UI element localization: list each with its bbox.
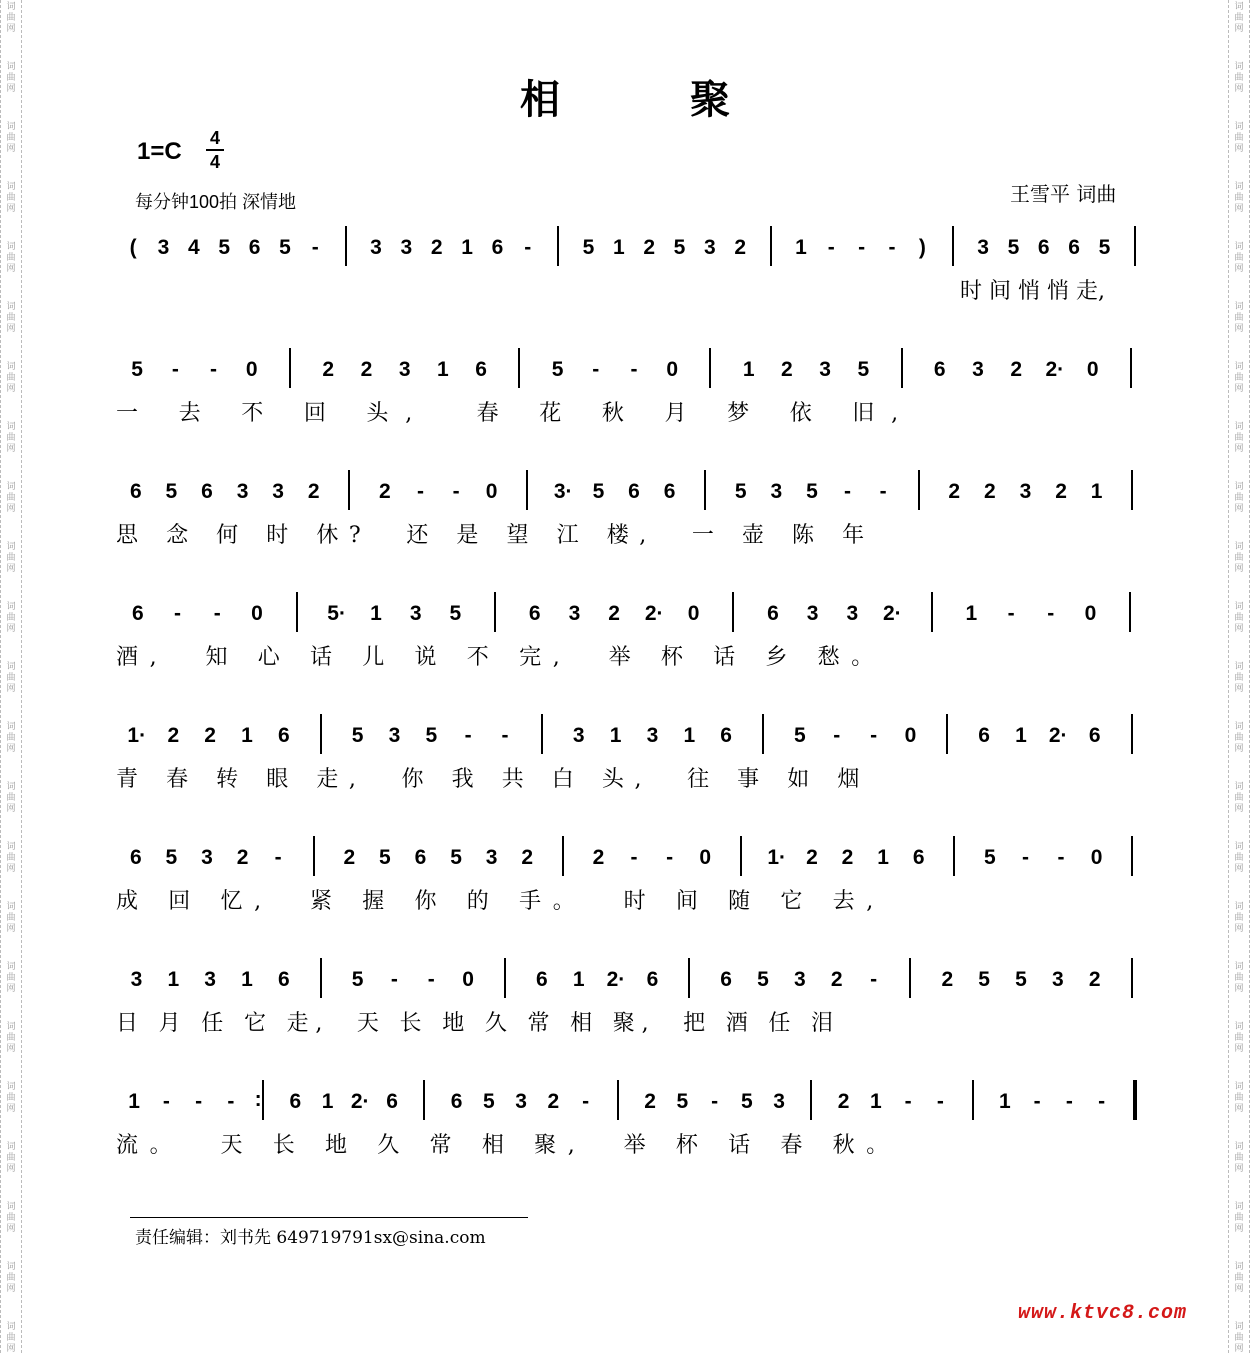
note: 2: [1055, 480, 1067, 503]
note: 6: [1088, 724, 1101, 747]
watermark-mark: 词 曲 网: [1234, 122, 1244, 154]
note: 0: [687, 602, 700, 625]
note: 2: [830, 968, 843, 991]
note: -: [213, 602, 221, 625]
watermark-mark: 词 曲 网: [6, 1202, 16, 1234]
note: 5·: [327, 602, 346, 625]
lyric-text: 酒, 知 心 话 儿 说 不 完, 举 杯 话 乡 愁。: [116, 645, 885, 670]
note: -: [630, 358, 638, 381]
note: -: [833, 724, 841, 747]
bar-line: [345, 226, 347, 266]
note: -: [666, 846, 674, 869]
footer-divider: [130, 1217, 528, 1218]
lyric-text: 思 念 何 时 休? 还 是 望 江 楼, 一 壶 陈 年: [116, 523, 875, 548]
note: 2: [322, 358, 335, 381]
time-signature: [206, 128, 224, 172]
note: 6: [933, 358, 946, 381]
note: 5: [592, 480, 605, 503]
note: 6: [978, 724, 990, 747]
note: -: [195, 1090, 203, 1113]
note: 3: [157, 236, 170, 259]
note: 2: [643, 236, 656, 259]
note: 1: [128, 1090, 140, 1113]
note: 5: [1098, 236, 1111, 259]
note: 2: [343, 846, 356, 869]
note: 0: [245, 358, 258, 381]
note: 2: [521, 846, 534, 869]
editor-credit: 责任编辑：刘书先 649719791sx@sina.com: [135, 1228, 486, 1248]
watermark-mark: 词 曲 网: [6, 662, 16, 694]
note: 1: [612, 236, 625, 259]
watermark-mark: 词 曲 网: [6, 62, 16, 94]
watermark-mark: 词 曲 网: [6, 242, 16, 274]
bar-line: [1133, 1080, 1137, 1120]
note: 3: [773, 1090, 785, 1113]
watermark-mark: 词 曲 网: [1234, 2, 1244, 34]
bar-line: [1131, 958, 1133, 998]
note: 6: [248, 236, 261, 259]
note: 6: [386, 1090, 398, 1113]
watermark-mark: 词 曲 网: [1234, 1022, 1244, 1054]
bar-line: [541, 714, 543, 754]
watermark-mark: 词 曲 网: [6, 362, 16, 394]
note: -: [274, 846, 282, 869]
note: 5: [978, 968, 990, 991]
bar-line: [562, 836, 564, 876]
note: 1: [241, 724, 253, 747]
bar-line: [946, 714, 948, 754]
note: 1: [742, 358, 755, 381]
note: 2: [948, 480, 961, 503]
note: 0: [1090, 846, 1103, 869]
note: -: [1007, 602, 1015, 625]
note: 6: [720, 724, 732, 747]
note: 5: [673, 236, 686, 259]
note: -: [227, 1090, 235, 1113]
note: -: [427, 968, 435, 991]
lyric-text: 日 月 任 它 走, 天 长 地 久 常 相 聚, 把 酒 任 泪: [116, 1011, 840, 1036]
note: 1: [321, 1090, 334, 1113]
time-signature-bottom: 4: [209, 152, 220, 172]
note: 2: [984, 480, 996, 503]
bar-line: [1131, 836, 1133, 876]
watermark-mark: 词 曲 网: [1234, 902, 1244, 934]
watermark-mark: 词 曲 网: [1234, 482, 1244, 514]
note: -: [844, 480, 852, 503]
note: 3: [409, 602, 422, 625]
bar-line: [296, 592, 298, 632]
bar-line: [504, 958, 506, 998]
note: 2: [1010, 358, 1023, 381]
note: 1: [167, 968, 180, 991]
note: 2·: [1045, 358, 1065, 381]
note: 6: [491, 236, 504, 259]
note: 1: [370, 602, 382, 625]
note: 2: [167, 724, 180, 747]
note: 3: [977, 236, 989, 259]
note: 1: [870, 1090, 882, 1113]
time-signature-top: 4: [209, 128, 220, 148]
watermark-mark: 词 曲 网: [6, 902, 16, 934]
bar-line: [1129, 592, 1131, 632]
note: 2: [236, 846, 249, 869]
note: 5: [551, 358, 564, 381]
tempo-marking: 每分钟100拍 深情地: [135, 192, 297, 212]
note: 2: [941, 968, 954, 991]
note: -: [311, 236, 319, 259]
bar-line: [972, 1080, 974, 1120]
note: 1: [609, 724, 622, 747]
note: 5: [450, 846, 462, 869]
note: 1: [999, 1090, 1011, 1113]
note: -: [524, 236, 532, 259]
note: 1: [683, 724, 696, 747]
note: 3: [572, 724, 585, 747]
note: -: [870, 724, 878, 747]
note: 0: [462, 968, 474, 991]
bar-line: [952, 226, 954, 266]
author-credit: 王雪平 词曲: [1010, 182, 1117, 206]
note: 3: [400, 236, 413, 259]
note: 5: [676, 1090, 689, 1113]
note: 5: [794, 724, 806, 747]
note: 6: [628, 480, 640, 503]
note: 6: [278, 968, 290, 991]
note: 6: [912, 846, 925, 869]
note: -: [879, 480, 887, 503]
note: -: [858, 236, 866, 259]
note: 2: [781, 358, 793, 381]
note: 3·: [553, 480, 573, 503]
note: 3: [806, 602, 819, 625]
note: 3: [515, 1090, 527, 1113]
note: 2·: [644, 602, 664, 625]
note: -: [210, 358, 218, 381]
note: -: [171, 358, 179, 381]
note: 2: [379, 480, 391, 503]
note: 1: [1090, 480, 1103, 503]
bar-line: [320, 714, 322, 754]
bar-line: [518, 348, 520, 388]
note: 5: [351, 968, 364, 991]
note: 6: [129, 846, 142, 869]
note: 6: [646, 968, 659, 991]
note: 5: [483, 1090, 495, 1113]
note: 5: [734, 480, 747, 503]
note: 3: [201, 846, 213, 869]
note: 0: [904, 724, 917, 747]
right-watermark-strip: [1228, 0, 1250, 1353]
note: 6: [720, 968, 732, 991]
watermark-mark: 词 曲 网: [6, 1322, 16, 1354]
watermark-mark: 词 曲 网: [6, 1022, 16, 1054]
note: 6: [1068, 236, 1080, 259]
note: 2: [360, 358, 373, 381]
note: 3: [388, 724, 401, 747]
watermark-mark: 词 曲 网: [1234, 782, 1244, 814]
note: -: [827, 236, 835, 259]
bar-line: [770, 226, 772, 266]
note: 2: [837, 1090, 850, 1113]
watermark-mark: 词 曲 网: [6, 1262, 16, 1294]
watermark-mark: 词 曲 网: [6, 542, 16, 574]
bar-line: [1130, 348, 1132, 388]
watermark-mark: 词 曲 网: [1234, 182, 1244, 214]
note: 0: [251, 602, 263, 625]
watermark-mark: 词 曲 网: [1234, 1082, 1244, 1114]
note: 5: [582, 236, 595, 259]
lyric-text: 成 回 忆, 紧 握 你 的 手。 时 间 随 它 去,: [116, 889, 885, 914]
note: -: [464, 724, 472, 747]
bar-line: [953, 836, 955, 876]
note: 5: [857, 358, 870, 381]
note: -: [711, 1090, 719, 1113]
note: 1: [877, 846, 889, 869]
note: -: [174, 602, 182, 625]
watermark-mark: 词 曲 网: [1234, 62, 1244, 94]
note: 5: [757, 968, 769, 991]
note: 5: [1015, 968, 1027, 991]
note: 5: [351, 724, 364, 747]
note: 6: [278, 724, 290, 747]
note: 3: [1019, 480, 1032, 503]
note: 3: [794, 968, 806, 991]
bar-line: [526, 470, 528, 510]
note: 3: [1052, 968, 1064, 991]
bar-line: [1131, 714, 1133, 754]
note: 5: [984, 846, 996, 869]
note: -: [1047, 602, 1055, 625]
note: 5: [425, 724, 438, 747]
note: 2·: [883, 602, 902, 625]
note: -: [582, 1090, 590, 1113]
note: 6: [536, 968, 548, 991]
bar-line: [423, 1080, 425, 1120]
watermark-mark: 词 曲 网: [6, 602, 16, 634]
note: 5: [165, 846, 178, 869]
bar-line: [909, 958, 911, 998]
watermark-mark: 词 曲 网: [1234, 1262, 1244, 1294]
bar-line: [557, 226, 559, 266]
note: -: [1098, 1090, 1106, 1113]
watermark-mark: 词 曲 网: [6, 302, 16, 334]
note: 6: [1037, 236, 1050, 259]
bar-line: [1131, 470, 1133, 510]
bar-line: [348, 470, 350, 510]
note: 0: [1084, 602, 1097, 625]
note: 1·: [767, 846, 787, 869]
bar-line: [320, 958, 322, 998]
watermark-mark: 词 曲 网: [1234, 1202, 1244, 1234]
note: 6: [201, 480, 213, 503]
note: 5: [806, 480, 818, 503]
bar-line: [617, 1080, 619, 1120]
note: 2: [1088, 968, 1101, 991]
watermark-mark: 词 曲 网: [1234, 362, 1244, 394]
note: 6: [475, 358, 487, 381]
watermark-mark: 词 曲 网: [6, 722, 16, 754]
bar-line: [740, 836, 742, 876]
note: 5: [1007, 236, 1020, 259]
note: 0: [1086, 358, 1099, 381]
note: -: [1057, 846, 1065, 869]
note: 4: [188, 236, 200, 259]
watermark-mark: 词 曲 网: [1234, 1322, 1244, 1354]
note: 3: [646, 724, 659, 747]
note: 3: [704, 236, 716, 259]
note: 1: [437, 358, 449, 381]
lyric-text: 流。 天 长 地 久 常 相 聚, 举 杯 话 春 秋。: [116, 1133, 900, 1158]
note: -: [1065, 1090, 1073, 1113]
watermark-mark: 词 曲 网: [6, 962, 16, 994]
note: 5: [165, 480, 178, 503]
note: -: [888, 236, 896, 259]
watermark-mark: 词 曲 网: [1234, 1142, 1244, 1174]
note: -: [501, 724, 509, 747]
lyric-text: 时 间 悄 悄 走,: [960, 279, 1105, 304]
note: 3: [204, 968, 216, 991]
bar-line: [313, 836, 315, 876]
note: 2: [592, 846, 605, 869]
note: 5: [131, 358, 143, 381]
note: -: [630, 846, 638, 869]
note: -: [1021, 846, 1029, 869]
note: 1: [965, 602, 978, 625]
note: 1·: [127, 724, 147, 747]
note: 6: [132, 602, 144, 625]
watermark-mark: 词 曲 网: [6, 1142, 16, 1174]
watermark-mark: 词 曲 网: [6, 2, 16, 34]
note: 3: [819, 358, 831, 381]
note: -: [162, 1090, 170, 1113]
note: 3: [130, 968, 143, 991]
note: 6: [129, 480, 142, 503]
note: 3: [770, 480, 783, 503]
key-signature: 1=C: [137, 138, 182, 165]
watermark-mark: 词 曲 网: [6, 842, 16, 874]
note: 1: [795, 236, 807, 259]
watermark-mark: 词 曲 网: [6, 182, 16, 214]
watermark-mark: 词 曲 网: [1234, 422, 1244, 454]
note: 5: [218, 236, 231, 259]
watermark-mark: 词 曲 网: [1234, 662, 1244, 694]
note: 6: [289, 1090, 302, 1113]
note: 6: [450, 1090, 463, 1113]
note: 2·: [606, 968, 626, 991]
bar-line: [494, 592, 496, 632]
note: 2: [307, 480, 320, 503]
bar-line: [762, 714, 764, 754]
lyric-text: 一 去 不 回 头, 春 花 秋 月 梦 依 旧,: [116, 401, 915, 426]
note: 5: [449, 602, 462, 625]
bar-line: [704, 470, 706, 510]
note: 0: [485, 480, 498, 503]
watermark-mark: 词 曲 网: [6, 1082, 16, 1114]
note: 2: [608, 602, 620, 625]
watermark-mark: 词 曲 网: [6, 482, 16, 514]
note: 2·: [1048, 724, 1068, 747]
note: 3: [398, 358, 411, 381]
watermark-mark: 词 曲 网: [1234, 302, 1244, 334]
note: 1: [241, 968, 253, 991]
note: -: [452, 480, 460, 503]
note: 0: [699, 846, 712, 869]
note: -: [904, 1090, 912, 1113]
note: 6: [528, 602, 541, 625]
note: 3: [568, 602, 581, 625]
note: 5: [279, 236, 291, 259]
bar-line: [709, 348, 711, 388]
watermark-mark: 词 曲 网: [6, 422, 16, 454]
note: 2: [734, 236, 747, 259]
note: 2: [806, 846, 818, 869]
note: 1: [572, 968, 585, 991]
site-watermark: www.ktvc8.com: [1018, 1302, 1188, 1325]
note: -: [936, 1090, 944, 1113]
note: 3: [272, 480, 284, 503]
note: 3: [972, 358, 984, 381]
note: 2: [841, 846, 854, 869]
note: 2: [644, 1090, 656, 1113]
note: (: [129, 236, 137, 259]
bar-line: [688, 958, 690, 998]
note: 5: [741, 1090, 753, 1113]
note: -: [390, 968, 398, 991]
left-watermark-strip: [0, 0, 22, 1353]
watermark-mark: 词 曲 网: [6, 782, 16, 814]
watermark-mark: 词 曲 网: [1234, 722, 1244, 754]
bar-line: [931, 592, 933, 632]
note: 3: [370, 236, 382, 259]
note: -: [1033, 1090, 1041, 1113]
bar-line: [732, 592, 734, 632]
note: -: [870, 968, 878, 991]
note: 3: [236, 480, 249, 503]
song-title: 相聚: [520, 76, 860, 123]
note: -: [416, 480, 424, 503]
note: 6: [767, 602, 779, 625]
lyric-text: 青 春 转 眼 走, 你 我 共 白 头, 往 事 如 烟: [116, 767, 870, 792]
bar-line: [1134, 226, 1136, 266]
note: 1: [461, 236, 473, 259]
watermark-mark: 词 曲 网: [1234, 602, 1244, 634]
note: ): [918, 236, 926, 259]
note: 3: [485, 846, 498, 869]
note: 0: [666, 358, 679, 381]
note: 6: [414, 846, 427, 869]
bar-line: [918, 470, 920, 510]
note: 2: [430, 236, 443, 259]
watermark-mark: 词 曲 网: [1234, 542, 1244, 574]
note: 1: [1015, 724, 1027, 747]
note: 2·: [350, 1090, 370, 1113]
note: 5: [379, 846, 391, 869]
bar-line: [810, 1080, 812, 1120]
watermark-mark: 词 曲 网: [1234, 962, 1244, 994]
note: 2: [204, 724, 216, 747]
bar-line: [901, 348, 903, 388]
watermark-mark: 词 曲 网: [1234, 242, 1244, 274]
note: 6: [663, 480, 676, 503]
watermark-mark: 词 曲 网: [1234, 842, 1244, 874]
note: 3: [846, 602, 859, 625]
bar-line: [289, 348, 291, 388]
note: -: [592, 358, 600, 381]
watermark-mark: 词 曲 网: [6, 122, 16, 154]
repeat-sign: :: [254, 1088, 262, 1111]
note: 2: [547, 1090, 560, 1113]
